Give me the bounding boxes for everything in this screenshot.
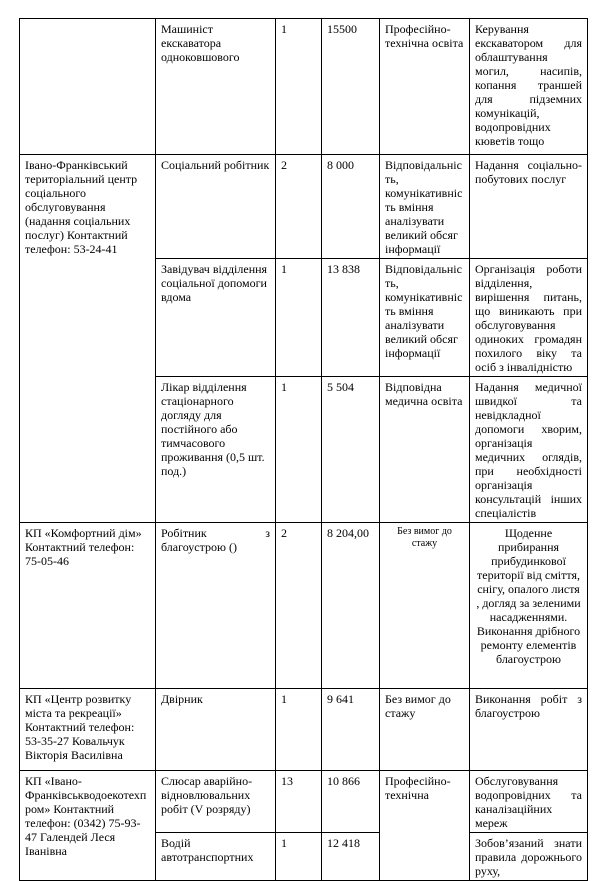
position-duties: Керування екскаватором для облаштування могил, насипів, копання траншей для підземних комунікацій, водопровідних кюветів тощо [470, 19, 588, 155]
position-salary: 15500 [322, 19, 380, 155]
position-duties: Зобов’язаний знати правила дорожнього руху, [470, 833, 588, 881]
position-requirements: Відповідна медична освіта [380, 377, 470, 523]
position-duties: Обслуговування водопровідних та каналізаційних мереж [470, 771, 588, 833]
position-title: Лікар відділення стаціонарного догляду для постійного або тимчасового проживання (0,5 шт. под.) [156, 377, 276, 523]
table-row [20, 19, 588, 155]
org-cell [20, 19, 156, 155]
position-count: 1 [276, 833, 322, 881]
org-cell: КП «Центр розвитку міста та рекреації» Контактний телефон: 53-35-27 Ковальчук Вікторія Василівна [20, 689, 156, 771]
position-count: 2 [276, 523, 322, 689]
position-title: Двірник [156, 689, 276, 771]
position-requirements: Професійно-технічна освіта [380, 19, 470, 155]
org-cell: КП «Івано-Франківськводоекотехпром» Контактний телефон: (0342) 75-93-47 Галендей Леся Іванівна [20, 771, 156, 881]
position-duties: Надання медичної швидкої та невідкладної допомоги хворим, організація медичних оглядів, при необхідності організація консультацій інших спеціалістів [470, 377, 588, 523]
position-salary: 5 504 [322, 377, 380, 523]
position-title: Водій автотранспортних [156, 833, 276, 881]
position-requirements: Професійно-технічна [380, 771, 470, 881]
position-title: Соціальний робітник [156, 155, 276, 259]
position-count: 1 [276, 377, 322, 523]
org-cell: КП «Комфортний дім» Контактний телефон: 75-05-46 [20, 523, 156, 689]
position-salary: 8 000 [322, 155, 380, 259]
position-title-word: з [265, 526, 270, 540]
position-salary: 8 204,00 [322, 523, 380, 689]
position-title-word: благоустрою () [161, 540, 237, 554]
position-count: 1 [276, 259, 322, 377]
position-requirements: Відповідальність, комунікативність вміння аналізувати великий обсяг інформації [380, 259, 470, 377]
table-row [20, 523, 588, 689]
position-duties: Виконання робіт з благоустрою [470, 689, 588, 771]
position-title: Завідувач відділення соціальної допомоги вдома [156, 259, 276, 377]
position-title [156, 523, 276, 689]
table-row [20, 771, 588, 833]
org-cell: Івано-Франківський територіальний центр соціального обслуговування (надання соціальних послуг) Контактний телефон: 53-24-41 [20, 155, 156, 523]
position-duties: Надання соціально-побутових послуг [470, 155, 588, 259]
position-requirements: Без вимог до стажу [380, 523, 470, 689]
position-salary: 13 838 [322, 259, 380, 377]
table-row [20, 155, 588, 259]
position-count: 1 [276, 19, 322, 155]
table-row [20, 689, 588, 771]
position-requirements: Відповідальність, комунікативність вміння аналізувати великий обсяг інформації [380, 155, 470, 259]
position-title: Машиніст екскаватора одноковшового [156, 19, 276, 155]
position-salary: 10 866 [322, 771, 380, 833]
position-count: 2 [276, 155, 322, 259]
position-title: Слюсар аварійно-відновлювальних робіт (V розряду) [156, 771, 276, 833]
position-duties: Щоденне прибирання прибудинкової території від сміття, снігу, опалого листя , догляд за зеленими насадженнями. Виконання дрібного ремонту елементів благоустрою [470, 523, 588, 689]
position-salary: 12 418 [322, 833, 380, 881]
position-count: 13 [276, 771, 322, 833]
position-count: 1 [276, 689, 322, 771]
position-requirements: Без вимог до стажу [380, 689, 470, 771]
position-title-word: Робітник [161, 526, 207, 540]
vacancy-table [19, 18, 588, 881]
position-salary: 9 641 [322, 689, 380, 771]
position-duties: Організація роботи відділення, вирішення питань, що виникають при обслуговування одиноких громадян похилого віку та осіб з інвалідністю [470, 259, 588, 377]
